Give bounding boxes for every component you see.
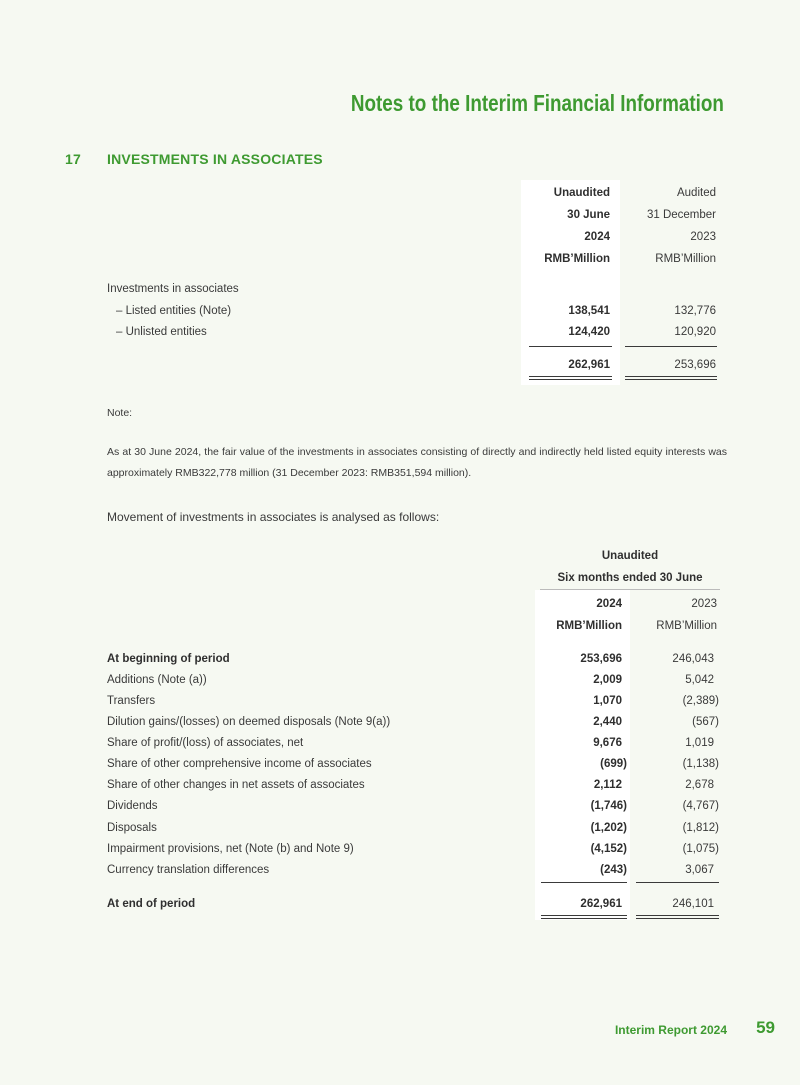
table2-total-label: At end of period: [107, 898, 196, 910]
table2-total-double-rule: [636, 918, 719, 919]
table1-row-header: Investments in associates: [107, 283, 239, 295]
table2-row-value-2024: (699): [600, 758, 627, 770]
table2-total-double-rule: [541, 918, 627, 919]
table1-col1-year: 2024: [584, 231, 610, 243]
table2-row-value-2024: 2,112: [593, 779, 622, 791]
table2-row-label: Additions (Note (a)): [107, 674, 207, 686]
table2-row-value-2024: 2,009: [593, 674, 622, 686]
table2-subtotal-rule: [541, 882, 627, 883]
table2-total-2024: 262,961: [580, 898, 622, 910]
table2-row-label: Share of profit/(loss) of associates, net: [107, 737, 304, 749]
note-heading: Note:: [107, 407, 133, 419]
table2-row-value-2024: (243): [600, 864, 627, 876]
table2-row-value-2024: (1,746): [590, 800, 627, 812]
table2-row-value-2023: 2,678: [685, 779, 714, 791]
table2-row-value-2023: 5,042: [685, 674, 714, 686]
table1-col1-date: 30 June: [567, 209, 610, 221]
table2-row-value-2023: (2,389): [682, 695, 719, 707]
table1-total-double-rule: [529, 376, 612, 377]
table2-col2-year: 2023: [691, 598, 717, 610]
table1-total-2024: 262,961: [568, 359, 610, 371]
note-text: As at 30 June 2024, the fair value of the investments in associates consisting of directly and indirectly held listed equity interests was approximately RMB322,778 million (31 December 2023: RMB351,594 million).: [107, 446, 727, 479]
table1-col2-date: 31 December: [646, 209, 716, 221]
table2-total-double-rule: [541, 915, 627, 916]
table2-row-value-2023: (1,075): [682, 843, 719, 855]
table2-row-value-2023: (4,767): [682, 800, 719, 812]
table2-row-value-2023: 246,043: [672, 653, 714, 665]
table1-row-value-2024: 138,541: [568, 305, 610, 317]
table1-subtotal-rule: [529, 346, 612, 347]
table1-total-double-rule: [529, 379, 612, 380]
table2-row-label: Impairment provisions, net (Note (b) and Note 9): [107, 843, 354, 855]
table1-col1-status: Unaudited: [553, 187, 610, 199]
table2-row-value-2023: 3,067: [685, 864, 714, 876]
table2-row-value-2023: (1,812): [682, 822, 719, 834]
table2-row-value-2024: 1,070: [593, 695, 622, 707]
table2-row-label: Dilution gains/(losses) on deemed disposals (Note 9(a)): [107, 716, 391, 728]
table2-row-value-2024: 253,696: [580, 653, 622, 665]
table2-row-label: Disposals: [107, 822, 157, 834]
table2-row-value-2023: (1,138): [682, 758, 719, 770]
page-title: Notes to the Interim Financial Information: [350, 90, 724, 116]
table2-col2-unit: RMB’Million: [656, 620, 717, 632]
section-title: INVESTMENTS IN ASSOCIATES: [107, 151, 323, 167]
footer-report-name: Interim Report 2024: [614, 1023, 727, 1037]
table2-row-label: Share of other comprehensive income of associates: [107, 758, 372, 770]
table1-row-value-2023: 132,776: [674, 305, 716, 317]
table1-col1-unit: RMB’Million: [544, 253, 610, 265]
table2-row-label: Currency translation differences: [107, 864, 270, 876]
table2-row-label: Transfers: [107, 695, 156, 707]
table2-col1-unit: RMB’Million: [556, 620, 622, 632]
table2-row-value-2023: (567): [692, 716, 719, 728]
table2-row-value-2024: 9,676: [593, 737, 622, 749]
table1-col2-year: 2023: [690, 231, 716, 243]
page-number: 59: [756, 1018, 775, 1037]
table2-row-value-2024: (4,152): [590, 843, 627, 855]
table2-col1-year: 2024: [596, 598, 622, 610]
table1-col2-status: Audited: [676, 187, 716, 199]
section-heading: [65, 151, 323, 167]
table2-row-label: Share of other changes in net assets of associates: [107, 779, 365, 791]
table2-row-label: At beginning of period: [107, 653, 230, 665]
table1-total-2023: 253,696: [674, 359, 716, 371]
table2-row-value-2023: 1,019: [685, 737, 714, 749]
table1-total-double-rule: [625, 376, 717, 377]
table2-row-value-2024: 2,440: [593, 716, 622, 728]
table2-total-2023: 246,101: [672, 898, 714, 910]
table1-subtotal-rule: [625, 346, 717, 347]
movement-intro: Movement of investments in associates is analysed as follows:: [107, 510, 440, 524]
table1-total-double-rule: [625, 379, 717, 380]
table1-row-label: – Listed entities (Note): [116, 305, 232, 317]
section-number: 17: [65, 151, 81, 167]
table2-period: Six months ended 30 June: [557, 572, 703, 584]
table2-row-label: Dividends: [107, 800, 158, 812]
table1-col2-unit: RMB’Million: [655, 253, 716, 265]
table2-total-double-rule: [636, 915, 719, 916]
table2-row-value-2024: (1,202): [590, 822, 627, 834]
table1-row-value-2024: 124,420: [568, 326, 610, 338]
table2-subtotal-rule: [636, 882, 719, 883]
table2-status: Unaudited: [601, 550, 659, 562]
table1-row-label: – Unlisted entities: [116, 326, 207, 338]
table1-row-value-2023: 120,920: [674, 326, 716, 338]
